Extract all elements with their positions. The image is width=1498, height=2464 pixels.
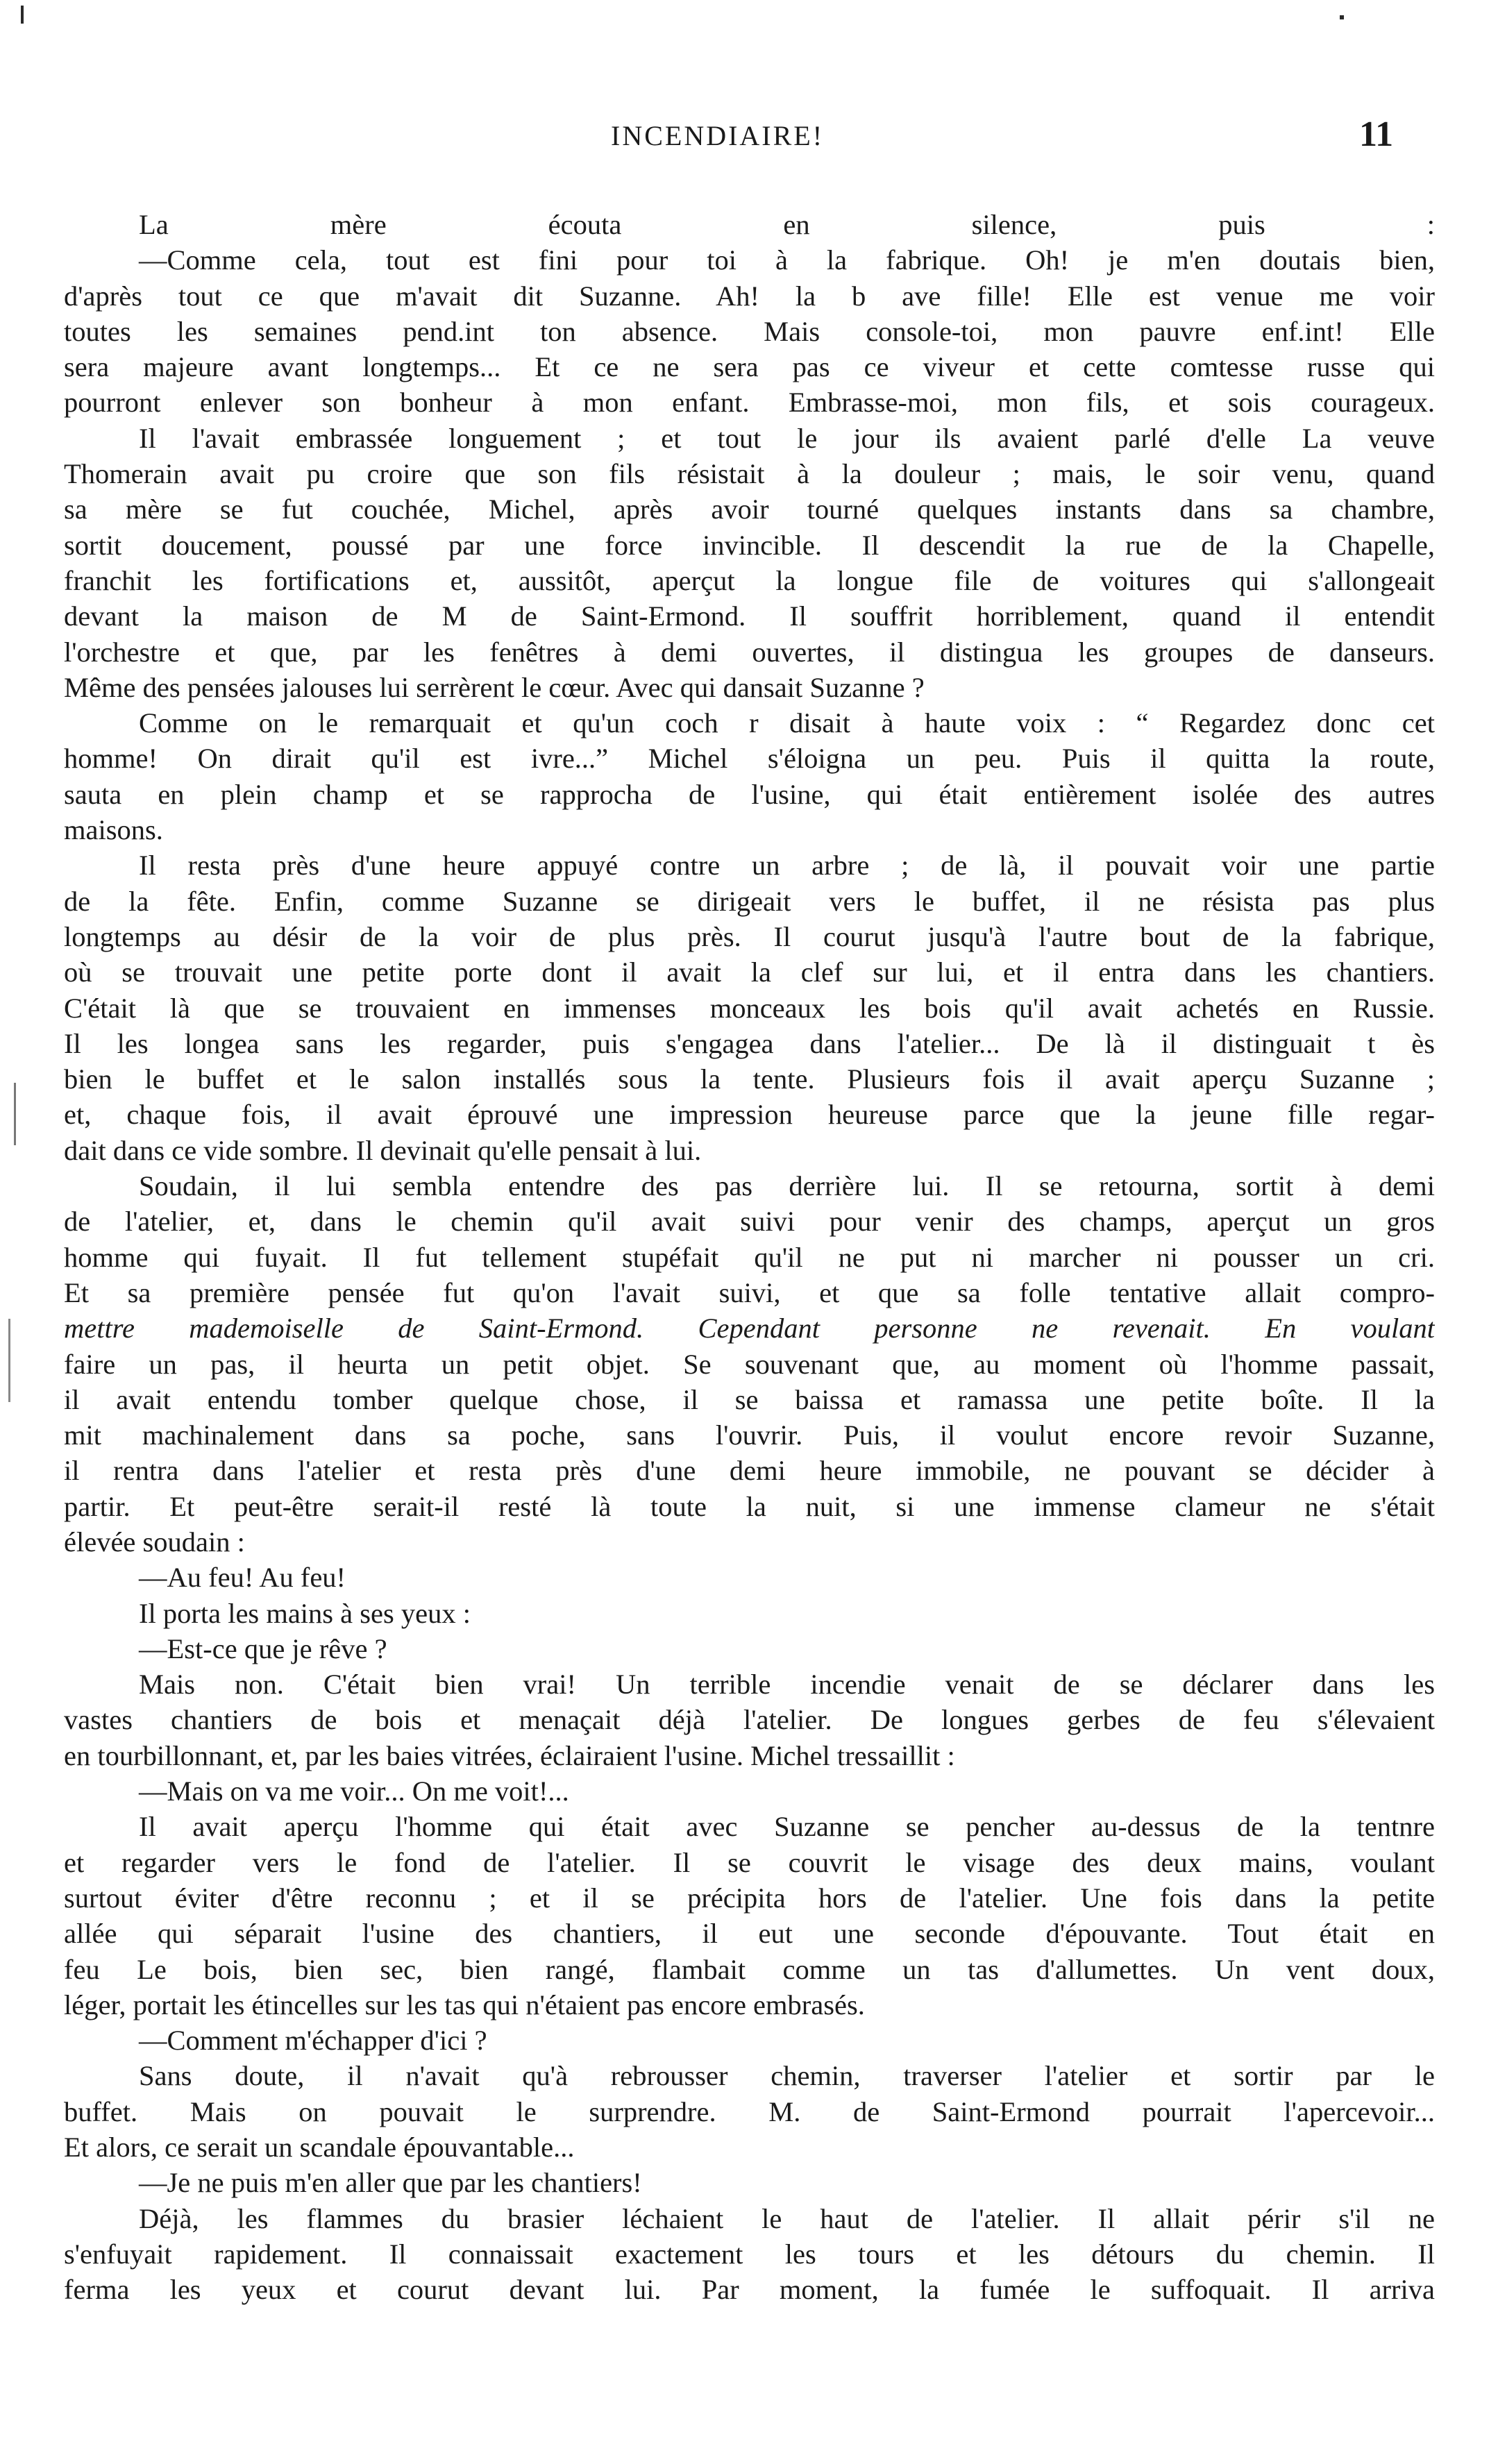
text-line: C'était là que se trouvaient en immenses monceaux les bois qu'il avait achetés en Russie.	[64, 992, 1435, 1024]
text-line: faire un pas, il heurta un petit objet. Se souvenant que, au moment où l'homme passait,	[64, 1348, 1435, 1380]
text-line: —Comme cela, tout est fini pour toi à la fabrique. Oh! je m'en doutais bien,	[139, 244, 1435, 276]
text-line: toutes les semaines pend.int ton absence. Mais console-toi, mon pauvre enf.int! Elle	[64, 315, 1435, 347]
text-line: —Je ne puis m'en aller que par les chantiers!	[139, 2167, 642, 2199]
text-line: partir. Et peut-être serait-il resté là toute la nuit, si une immense clameur ne s'était	[64, 1490, 1435, 1522]
text-line: Soudain, il lui sembla entendre des pas derrière lui. Il se retourna, sortit à demi	[139, 1170, 1435, 1202]
text-line: de l'atelier, et, dans le chemin qu'il avait suivi pour venir des champs, aperçut un gros	[64, 1206, 1435, 1238]
scan-speck	[1340, 15, 1344, 19]
running-title: INCENDIAIRE!	[611, 120, 825, 151]
text-line: franchit les fortifications et, aussitôt, aperçut la longue file de voitures qui s'allongeait	[64, 564, 1435, 596]
text-line: mit machinalement dans sa poche, sans l'ouvrir. Puis, il voulut encore revoir Suzanne,	[64, 1419, 1435, 1451]
text-line: l'orchestre et que, par les fenêtres à demi ouvertes, il distingua les groupes de danseurs.	[64, 636, 1435, 668]
text-line: Même des pensées jalouses lui serrèrent le cœur. Avec qui dansait Suzanne ?	[64, 671, 925, 703]
text-line: en tourbillonnant, et, par les baies vitrées, éclairaient l'usine. Michel tressaillit :	[64, 1739, 955, 1771]
text-line: Déjà, les flammes du brasier léchaient le haut de l'atelier. Il allait périr s'il ne	[139, 2202, 1435, 2234]
text-line: léger, portait les étincelles sur les tas qui n'étaient pas encore embrasés.	[64, 1989, 865, 2020]
text-line: Thomerain avait pu croire que son fils résistait à la douleur ; mais, le soir venu, quand	[64, 458, 1435, 490]
text-line: devant la maison de M de Saint-Ermond. Il souffrit horriblement, quand il entendit	[64, 600, 1435, 632]
text-line: Comme on le remarquait et qu'un coch r disait à haute voix : “ Regardez donc cet	[139, 707, 1435, 739]
text-line: Il les longea sans les regarder, puis s'engagea dans l'atelier... De là il distinguait t ès	[64, 1027, 1435, 1059]
text-line: sa mère se fut couchée, Michel, après avoir tourné quelques instants dans sa chambre,	[64, 493, 1435, 525]
text-line: Sans doute, il n'avait qu'à rebrousser chemin, traverser l'atelier et sortir par le	[139, 2060, 1435, 2092]
text-line: ferma les yeux et courut devant lui. Par moment, la fumée le suffoquait. Il arriva	[64, 2274, 1435, 2306]
text-line: La mère écouta en silence, puis :	[139, 209, 1435, 240]
text-line: sortit doucement, poussé par une force invincible. Il descendit la rue de la Chapelle,	[64, 529, 1435, 561]
page-number: 11	[1359, 115, 1394, 154]
text-line: vastes chantiers de bois et menaçait déjà l'atelier. De longues gerbes de feu s'élevaient	[64, 1704, 1435, 1736]
text-line: de la fête. Enfin, comme Suzanne se dirigeait vers le buffet, il ne résista pas plus	[64, 885, 1435, 917]
text-line: Et sa première pensée fut qu'on l'avait suivi, et que sa folle tentative allait compro-	[64, 1276, 1435, 1308]
text-line: longtemps au désir de la voir de plus près. Il courut jusqu'à l'autre bout de la fabrique,	[64, 920, 1435, 952]
text-line: et regarder vers le fond de l'atelier. Il se couvrit le visage des deux mains, voulant	[64, 1846, 1435, 1878]
text-line: —Comment m'échapper d'ici ?	[139, 2025, 487, 2057]
text-line: —Est-ce que je rêve ?	[139, 1632, 387, 1664]
text-line: buffet. Mais on pouvait le surprendre. M. de Saint-Ermond pourrait l'apercevoir...	[64, 2095, 1435, 2127]
text-line: d'après tout ce que m'avait dit Suzanne. Ah! la b ave fille! Elle est venue me voir	[64, 280, 1435, 312]
text-line: élevée soudain :	[64, 1526, 245, 1558]
text-line: homme! On dirait qu'il est ivre...” Michel s'éloigna un peu. Puis il quitta la route,	[64, 743, 1435, 775]
text-line: s'enfuyait rapidement. Il connaissait exactement les tours et les détours du chemin. Il	[64, 2238, 1435, 2270]
text-line: —Mais on va me voir... On me voit!...	[139, 1775, 569, 1807]
text-line: surtout éviter d'être reconnu ; et il se précipita hors de l'atelier. Une fois dans la petite	[64, 1882, 1435, 1914]
text-line: il rentra dans l'atelier et resta près d'une demi heure immobile, ne pouvant se décider à	[64, 1455, 1435, 1487]
scan-speck	[21, 6, 24, 24]
text-line: maisons.	[64, 814, 163, 846]
text-line: —Au feu! Au feu!	[139, 1562, 346, 1594]
text-line: Il avait aperçu l'homme qui était avec Suzanne se pencher au-dessus de la tentnre	[139, 1811, 1435, 1843]
scan-speck	[8, 1319, 10, 1402]
text-line: il avait entendu tomber quelque chose, il se baissa et ramassa une petite boîte. Il la	[64, 1383, 1435, 1415]
page-header	[0, 115, 1498, 168]
text-line: pourront enlever son bonheur à mon enfant. Embrasse-moi, mon fils, et sois courageux.	[64, 387, 1435, 419]
text-line: Mais non. C'était bien vrai! Un terrible incendie venait de se déclarer dans les	[139, 1669, 1435, 1701]
text-line: sera majeure avant longtemps... Et ce ne sera pas ce viveur et cette comtesse russe qui	[64, 351, 1435, 383]
text-line: Il l'avait embrassée longuement ; et tout le jour ils avaient parlé d'elle La veuve	[139, 422, 1435, 454]
text-line: Et alors, ce serait un scandale épouvantable...	[64, 2132, 575, 2163]
text-line: bien le buffet et le salon installés sous la tente. Plusieurs fois il avait aperçu Suzanne ;	[64, 1063, 1435, 1095]
text-line: feu Le bois, bien sec, bien rangé, flambait comme un tas d'allumettes. Un vent doux,	[64, 1953, 1435, 1985]
body-text	[64, 207, 1435, 2308]
text-line: dait dans ce vide sombre. Il devinait qu'elle pensait à lui.	[64, 1134, 702, 1166]
text-line: Il resta près d'une heure appuyé contre un arbre ; de là, il pouvait voir une partie	[139, 850, 1435, 881]
text-line: Il porta les mains à ses yeux :	[139, 1597, 471, 1629]
text-line: où se trouvait une petite porte dont il avait la clef sur lui, et il entra dans les chantiers.	[64, 956, 1435, 988]
text-line: mettre mademoiselle de Saint-Ermond. Cependant personne ne revenait. En voulant	[64, 1313, 1435, 1344]
text-line: homme qui fuyait. Il fut tellement stupéfait qu'il ne put ni marcher ni pousser un cri.	[64, 1241, 1435, 1273]
scan-speck	[14, 1083, 16, 1145]
text-line: allée qui séparait l'usine des chantiers, il eut une seconde d'épouvante. Tout était en	[64, 1918, 1435, 1950]
text-line: et, chaque fois, il avait éprouvé une impression heureuse parce que la jeune fille regar-	[64, 1099, 1435, 1131]
text-line: sauta en plein champ et se rapprocha de l'usine, qui était entièrement isolée des autres	[64, 778, 1435, 810]
